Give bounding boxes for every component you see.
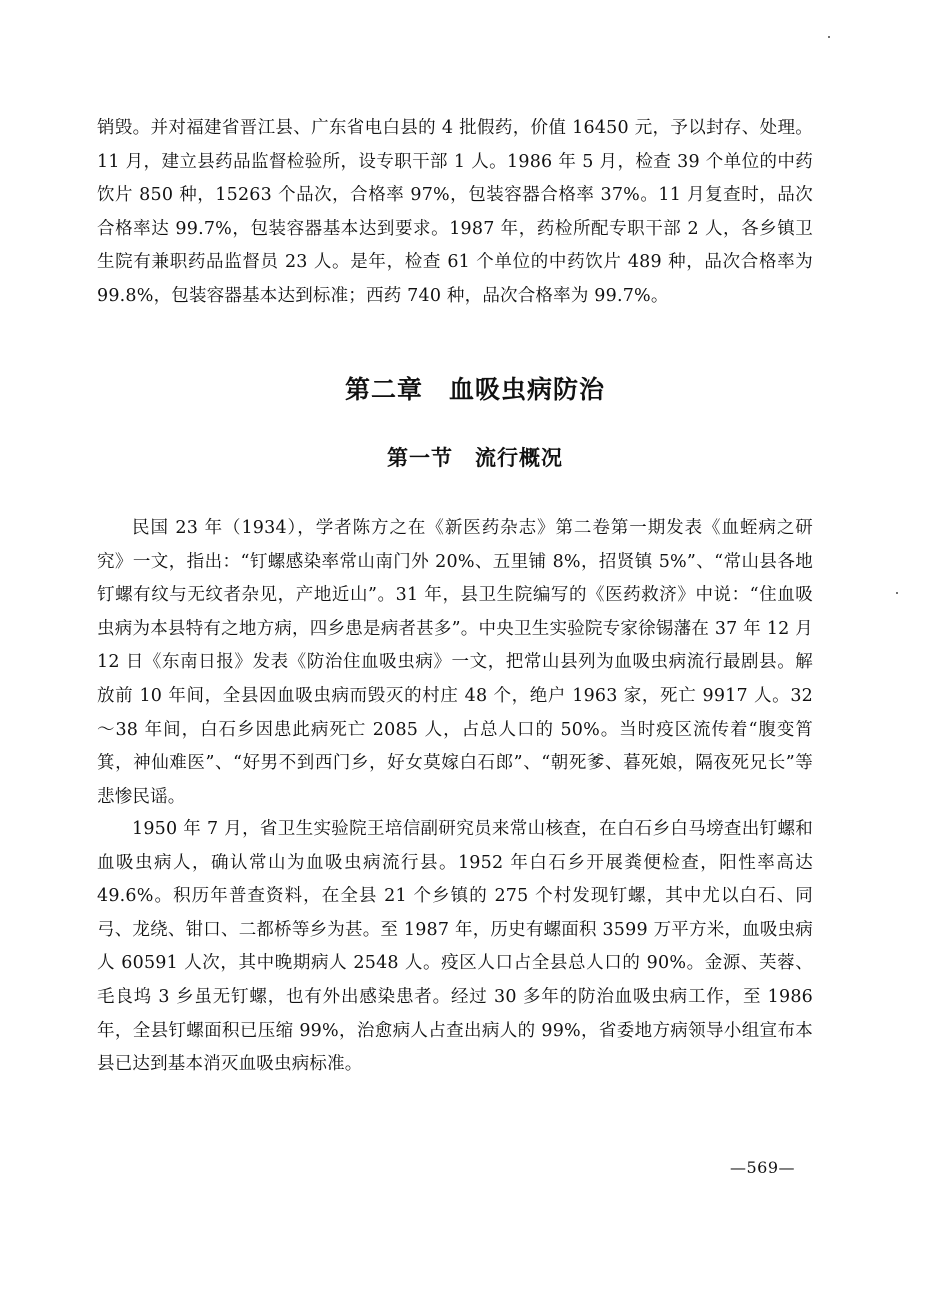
paragraph-text: 1950 年 7 月，省卫生实验院王培信副研究员来常山核查，在白石乡白马塝查出钉螺和血吸虫病人，确认常山为血吸虫病流行县。1952 年白石乡开展粪便检查，阳性率高达 49.6%。积历年普查资料，在全县 21 个乡镇的 275 个村发现钉螺，其中尤以白石、同弓、龙绕、钳口、二都桥等乡为甚。至 1987 年，历史有螺面积 3599 万平方米，血吸虫病人 60591 人次，其中晚期病人 2548 人。疫区人口占全县总人口的 90%。金源、芙蓉、毛良坞 3 乡虽无钉螺，也有外出感染患者。经过 30 多年的防治血吸虫病工作，至 1986 年，全县钉螺面积已压缩 99%，治愈病人占查出病人的 99%，省委地方病领导小组宣布本县已达到基本消灭血吸虫病标准。 xyxy=(97,819,813,1075)
scan-speck xyxy=(896,592,898,594)
page-number: —569— xyxy=(730,1158,796,1177)
continued-paragraph xyxy=(97,112,813,314)
body-paragraph-1 xyxy=(97,512,813,814)
body-paragraph-2 xyxy=(97,813,813,1082)
section-title: 第一节 流行概况 xyxy=(387,445,563,470)
chapter-title: 第二章 血吸虫病防治 xyxy=(344,375,605,404)
paragraph-text: 民国 23 年（1934），学者陈方之在《新医药杂志》第二卷第一期发表《血蛭病之研究》一文，指出：“钉螺感染率常山南门外 20%、五里铺 8%，招贤镇 5%”、“常山县各地钉螺有纹与无纹者杂见，产地近山”。31 年，县卫生院编写的《医药救济》中说：“住血吸虫病为本县特有之地方病，四乡患是病者甚多”。中央卫生实验院专家徐锡藩在 37 年 12 月 12 日《东南日报》发表《防治住血吸虫病》一文，把常山县列为血吸虫病流行最剧县。解放前 10 年间，全县因血吸虫病而毁灭的村庄 48 个，绝户 1963 家，死亡 9917 人。32～38 年间，白石乡因患此病死亡 2085 人，占总人口的 50%。当时疫区流传着“腹变筲箕，神仙难医”、“好男不到西门乡，好女莫嫁白石郎”、“朝死爹、暮死娘，隔夜死兄长”等悲惨民谣。 xyxy=(97,518,813,807)
scan-speck xyxy=(828,36,830,38)
continued-paragraph-text: 销毁。并对福建省晋江县、广东省电白县的 4 批假药，价值 16450 元，予以封存、处理。11 月，建立县药品监督检验所，设专职干部 1 人。1986 年 5 月，检查 39 个单位的中药饮片 850 种，15263 个品次，合格率 97%，包装容器合格率 37%。11 月复查时，品次合格率达 99.7%，包装容器基本达到要求。1987 年，药检所配专职干部 2 人，各乡镇卫生院有兼职药品监督员 23 人。是年，检查 61 个单位的中药饮片 489 种，品次合格率为 99.8%，包装容器基本达到标准；西药 740 种，品次合格率为 99.7%。 xyxy=(97,118,813,306)
